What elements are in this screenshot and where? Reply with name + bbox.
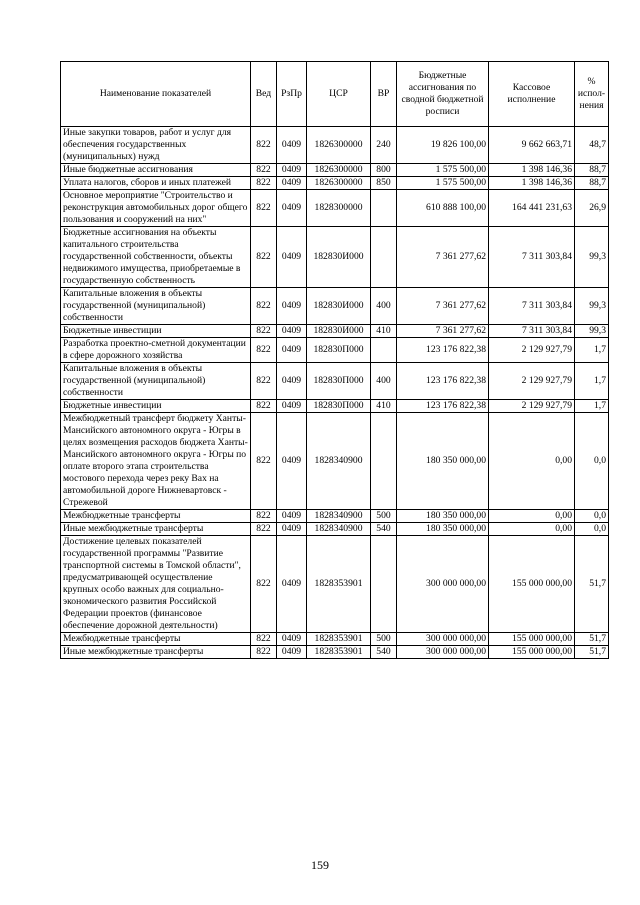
table-row (61, 164, 609, 177)
cell-cash: 155 000 000,00 (489, 536, 575, 633)
cell-cash: 7 311 303,84 (489, 288, 575, 325)
cell-rzpr: 0409 (277, 413, 307, 510)
cell-budget: 7 361 277,62 (397, 325, 489, 338)
header-budget: Бюджетные ассигнования по сводной бюджетной росписи (397, 62, 489, 127)
table-row (61, 523, 609, 536)
table-row (61, 646, 609, 659)
header-percent: % испол-нения (575, 62, 609, 127)
cell-vr: 540 (371, 523, 397, 536)
cell-name: Межбюджетные трансферты (61, 633, 251, 646)
cell-csr: 182830П000 (307, 363, 371, 400)
cell-rzpr: 0409 (277, 288, 307, 325)
cell-vr: 400 (371, 288, 397, 325)
cell-csr: 1826300000 (307, 127, 371, 164)
cell-vr: 850 (371, 177, 397, 190)
cell-budget: 300 000 000,00 (397, 536, 489, 633)
cell-cash: 155 000 000,00 (489, 633, 575, 646)
cell-budget: 123 176 822,38 (397, 338, 489, 363)
table-row (61, 413, 609, 510)
cell-rzpr: 0409 (277, 164, 307, 177)
header-rzpr: РзПр (277, 62, 307, 127)
cell-percent: 1,7 (575, 400, 609, 413)
cell-cash: 2 129 927,79 (489, 400, 575, 413)
cell-name: Бюджетные инвестиции (61, 400, 251, 413)
cell-csr: 1828340900 (307, 510, 371, 523)
cell-rzpr: 0409 (277, 177, 307, 190)
cell-ved: 822 (251, 288, 277, 325)
cell-budget: 123 176 822,38 (397, 363, 489, 400)
cell-percent: 1,7 (575, 338, 609, 363)
cell-cash: 2 129 927,79 (489, 363, 575, 400)
cell-vr (371, 536, 397, 633)
cell-csr: 182830И000 (307, 325, 371, 338)
cell-vr (371, 227, 397, 288)
cell-csr: 1828353901 (307, 536, 371, 633)
cell-budget: 180 350 000,00 (397, 413, 489, 510)
cell-percent: 51,7 (575, 646, 609, 659)
table-row (61, 338, 609, 363)
table-row (61, 400, 609, 413)
cell-vr: 800 (371, 164, 397, 177)
cell-percent: 0,0 (575, 523, 609, 536)
cell-vr: 400 (371, 363, 397, 400)
cell-csr: 1826300000 (307, 177, 371, 190)
cell-ved: 822 (251, 190, 277, 227)
cell-name: Иные межбюджетные трансферты (61, 523, 251, 536)
cell-csr: 182830И000 (307, 227, 371, 288)
cell-vr: 410 (371, 325, 397, 338)
cell-vr: 240 (371, 127, 397, 164)
cell-ved: 822 (251, 227, 277, 288)
cell-percent: 88,7 (575, 177, 609, 190)
cell-name: Иные закупки товаров, работ и услуг для обеспечения государственных (муниципальных) нужд (61, 127, 251, 164)
cell-budget: 7 361 277,62 (397, 227, 489, 288)
cell-percent: 51,7 (575, 633, 609, 646)
table-row (61, 127, 609, 164)
cell-cash: 164 441 231,63 (489, 190, 575, 227)
cell-vr (371, 338, 397, 363)
cell-ved: 822 (251, 400, 277, 413)
cell-rzpr: 0409 (277, 646, 307, 659)
cell-csr: 182830П000 (307, 400, 371, 413)
cell-cash: 1 398 146,36 (489, 164, 575, 177)
cell-rzpr: 0409 (277, 325, 307, 338)
cell-cash: 1 398 146,36 (489, 177, 575, 190)
cell-ved: 822 (251, 523, 277, 536)
cell-cash: 7 311 303,84 (489, 227, 575, 288)
cell-cash: 0,00 (489, 413, 575, 510)
cell-ved: 822 (251, 177, 277, 190)
header-csr: ЦСР (307, 62, 371, 127)
cell-cash: 7 311 303,84 (489, 325, 575, 338)
cell-budget: 180 350 000,00 (397, 523, 489, 536)
table-row (61, 177, 609, 190)
cell-budget: 1 575 500,00 (397, 164, 489, 177)
cell-name: Основное мероприятие "Строительство и реконструкция автомобильных дорог общего пользования и сооружений на них" (61, 190, 251, 227)
budget-table (60, 61, 609, 659)
cell-csr: 1828340900 (307, 413, 371, 510)
table-row (61, 190, 609, 227)
cell-csr: 182830П000 (307, 338, 371, 363)
header-cash: Кассовое исполнение (489, 62, 575, 127)
cell-csr: 1826300000 (307, 164, 371, 177)
cell-percent: 99,3 (575, 325, 609, 338)
cell-name: Иные бюджетные ассигнования (61, 164, 251, 177)
table-row (61, 536, 609, 633)
cell-ved: 822 (251, 363, 277, 400)
cell-cash: 0,00 (489, 510, 575, 523)
cell-csr: 182830И000 (307, 288, 371, 325)
cell-name: Бюджетные ассигнования на объекты капитального строительства государственной собственности, объекты недвижимого имущества, приобретаемые в государственную собственность (61, 227, 251, 288)
cell-rzpr: 0409 (277, 127, 307, 164)
cell-vr: 500 (371, 633, 397, 646)
table-header-row (61, 62, 609, 127)
cell-cash: 0,00 (489, 523, 575, 536)
cell-vr (371, 413, 397, 510)
cell-vr: 410 (371, 400, 397, 413)
cell-vr: 500 (371, 510, 397, 523)
cell-cash: 2 129 927,79 (489, 338, 575, 363)
header-ved: Вед (251, 62, 277, 127)
cell-ved: 822 (251, 510, 277, 523)
cell-vr (371, 190, 397, 227)
header-vr: ВР (371, 62, 397, 127)
cell-name: Межбюджетный трансферт бюджету Ханты-Мансийского автономного округа - Югры в целях возмещения расходов бюджета Ханты-Мансийского автономного округа - Югры по оплате второго этапа строительства мостового перехода через реку Вах на автомобильной дороге Нижневартовск - Стрежевой (61, 413, 251, 510)
cell-percent: 99,3 (575, 227, 609, 288)
cell-rzpr: 0409 (277, 338, 307, 363)
cell-percent: 48,7 (575, 127, 609, 164)
cell-rzpr: 0409 (277, 633, 307, 646)
cell-name: Бюджетные инвестиции (61, 325, 251, 338)
cell-cash: 155 000 000,00 (489, 646, 575, 659)
cell-budget: 610 888 100,00 (397, 190, 489, 227)
cell-ved: 822 (251, 646, 277, 659)
cell-vr: 540 (371, 646, 397, 659)
cell-percent: 51,7 (575, 536, 609, 633)
cell-name: Иные межбюджетные трансферты (61, 646, 251, 659)
cell-ved: 822 (251, 633, 277, 646)
cell-percent: 0,0 (575, 413, 609, 510)
cell-rzpr: 0409 (277, 400, 307, 413)
cell-rzpr: 0409 (277, 523, 307, 536)
cell-name: Разработка проектно-сметной документации в сфере дорожного хозяйства (61, 338, 251, 363)
cell-csr: 1828353901 (307, 646, 371, 659)
cell-rzpr: 0409 (277, 510, 307, 523)
table-row (61, 633, 609, 646)
table-row (61, 227, 609, 288)
table-body (61, 127, 609, 659)
cell-csr: 1828300000 (307, 190, 371, 227)
cell-budget: 300 000 000,00 (397, 633, 489, 646)
cell-budget: 300 000 000,00 (397, 646, 489, 659)
cell-rzpr: 0409 (277, 190, 307, 227)
cell-ved: 822 (251, 536, 277, 633)
header-name: Наименование показателей (61, 62, 251, 127)
cell-ved: 822 (251, 338, 277, 363)
page-number: 159 (311, 858, 329, 872)
cell-budget: 180 350 000,00 (397, 510, 489, 523)
cell-percent: 1,7 (575, 363, 609, 400)
cell-ved: 822 (251, 325, 277, 338)
cell-budget: 19 826 100,00 (397, 127, 489, 164)
table-row (61, 510, 609, 523)
cell-ved: 822 (251, 164, 277, 177)
cell-csr: 1828353901 (307, 633, 371, 646)
cell-percent: 88,7 (575, 164, 609, 177)
cell-budget: 7 361 277,62 (397, 288, 489, 325)
cell-budget: 123 176 822,38 (397, 400, 489, 413)
table-row (61, 325, 609, 338)
cell-ved: 822 (251, 127, 277, 164)
cell-budget: 1 575 500,00 (397, 177, 489, 190)
cell-name: Уплата налогов, сборов и иных платежей (61, 177, 251, 190)
cell-rzpr: 0409 (277, 363, 307, 400)
cell-rzpr: 0409 (277, 227, 307, 288)
cell-name: Капитальные вложения в объекты государственной (муниципальной) собственности (61, 288, 251, 325)
cell-name: Межбюджетные трансферты (61, 510, 251, 523)
table-row (61, 288, 609, 325)
cell-name: Достижение целевых показателей государственной программы "Развитие транспортной системы в Томской области", предусматривающей осуществление крупных особо важных для социально-экономического развития Российской Федерации проектов (финансовое обеспечение дорожной деятельности) (61, 536, 251, 633)
cell-cash: 9 662 663,71 (489, 127, 575, 164)
cell-rzpr: 0409 (277, 536, 307, 633)
cell-percent: 0,0 (575, 510, 609, 523)
cell-csr: 1828340900 (307, 523, 371, 536)
table-row (61, 363, 609, 400)
cell-percent: 26,9 (575, 190, 609, 227)
cell-ved: 822 (251, 413, 277, 510)
cell-percent: 99,3 (575, 288, 609, 325)
cell-name: Капитальные вложения в объекты государственной (муниципальной) собственности (61, 363, 251, 400)
